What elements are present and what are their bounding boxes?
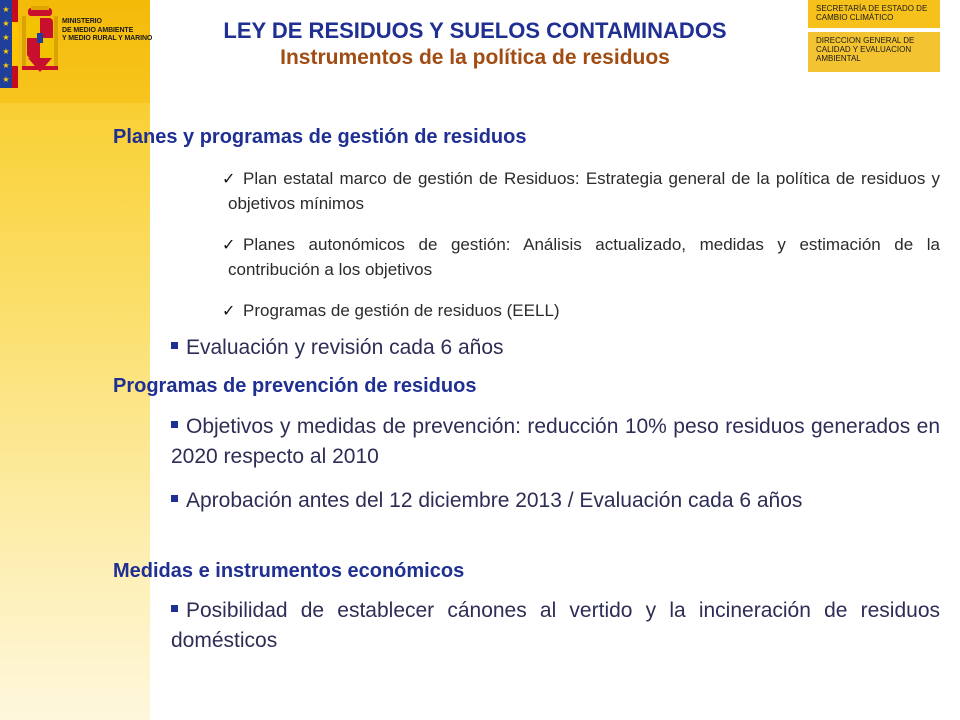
ministry-logo [0, 0, 153, 88]
direccion-general-label: DIRECCION GENERAL DE CALIDAD Y EVALUACION AMBIENTAL [808, 32, 940, 72]
bullet-text: Objetivos y medidas de prevención: reducción 10% peso residuos generados en 2020 respecto al 2010 [171, 415, 940, 468]
ministry-name-line: MINISTERIO [62, 18, 102, 25]
square-bullet-icon [171, 605, 178, 612]
check-icon: ✓ [222, 169, 236, 188]
square-bullet-icon [171, 342, 178, 349]
check-item-text: Programas de gestión de residuos (EELL) [243, 301, 560, 320]
check-item-planes-autonomicos [222, 232, 940, 282]
bullet-text: Evaluación y revisión cada 6 años [186, 336, 504, 359]
bullet-canones [171, 596, 940, 656]
ministry-name [62, 18, 153, 44]
check-icon: ✓ [222, 235, 236, 254]
left-decorative-band [0, 0, 153, 720]
spain-flag-icon [12, 0, 18, 88]
ministry-name-line: DE MEDIO AMBIENTE [62, 26, 134, 34]
square-bullet-icon [171, 421, 178, 428]
section-heading-prevencion: Programas de prevención de residuos [113, 375, 477, 397]
page-title: LEY DE RESIDUOS Y SUELOS CONTAMINADOS [223, 18, 727, 43]
check-item-programas-eell [222, 298, 940, 323]
section-heading-planes: Planes y programas de gestión de residuos [113, 126, 527, 148]
bullet-objetivos-prevencion [171, 412, 940, 472]
ministry-name-line: Y MEDIO RURAL Y MARINO [62, 35, 153, 42]
bullet-text: Posibilidad de establecer cánones al vertido y la incineración de residuos domésticos [171, 599, 940, 652]
secretaria-label: SECRETARÍA DE ESTADO DE CAMBIO CLIMÁTICO [808, 0, 940, 28]
check-item-text: Plan estatal marco de gestión de Residuos: Estrategia general de la política de residuos y objetivos mínimos [228, 169, 940, 213]
bullet-text: Aprobación antes del 12 diciembre 2013 / Evaluación cada 6 años [186, 489, 803, 512]
bullet-aprobacion [171, 486, 940, 516]
page-subtitle: Instrumentos de la política de residuos [280, 46, 670, 69]
square-bullet-icon [171, 495, 178, 502]
bullet-evaluacion [171, 333, 940, 363]
check-item-plan-estatal [222, 166, 940, 216]
check-icon: ✓ [222, 301, 236, 320]
eu-flag-icon: ★ ★ ★ ★ ★ ★ [0, 0, 12, 88]
check-item-text: Planes autonómicos de gestión: Análisis actualizado, medidas y estimación de la contribución a los objetivos [228, 235, 940, 279]
section-heading-medidas: Medidas e instrumentos económicos [113, 560, 465, 582]
coat-of-arms-icon [22, 6, 58, 78]
